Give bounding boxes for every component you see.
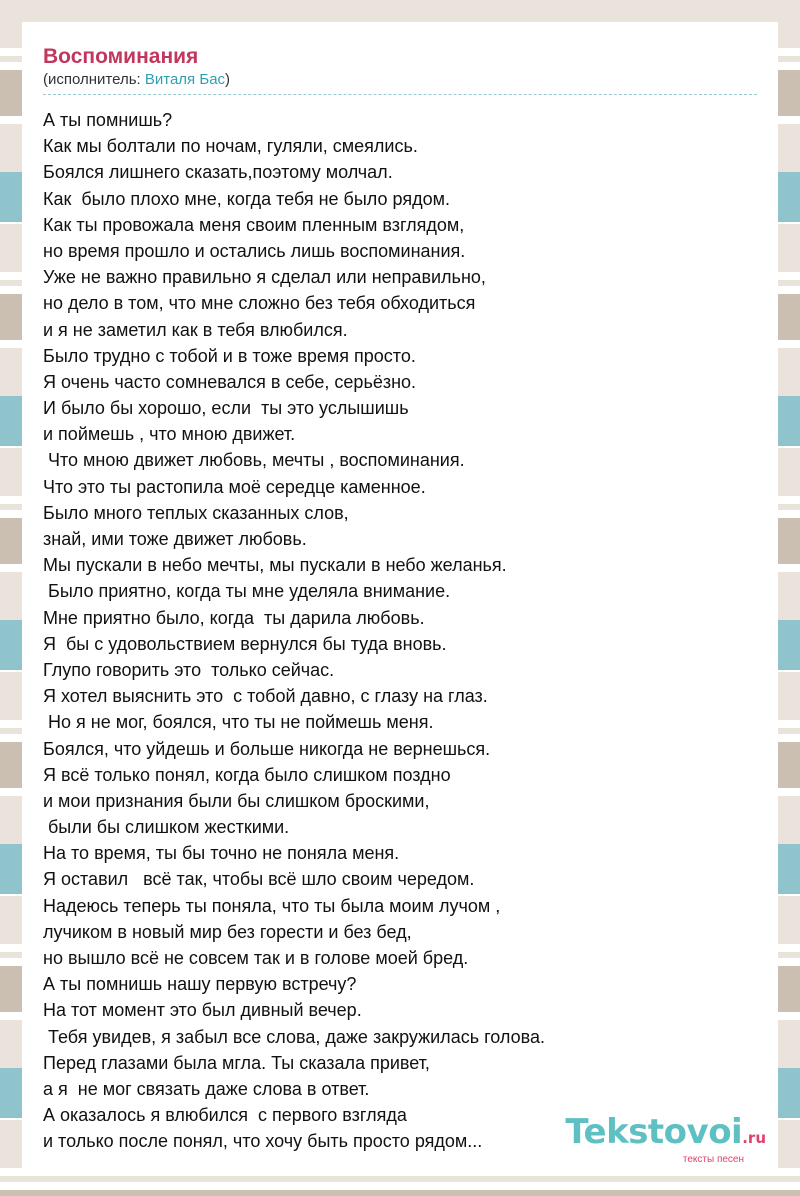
lyric-line: Надеюсь теперь ты поняла, что ты была моим лучом , bbox=[43, 895, 501, 916]
lyric-line: и мои признания были бы слишком броскими, bbox=[43, 790, 430, 811]
lyric-line: Уже не важно правильно я сделал или неправильно, bbox=[43, 267, 486, 288]
lyrics-text bbox=[43, 107, 757, 1155]
lyric-line: лучиком в новый мир без горести и без бед, bbox=[43, 921, 412, 942]
logo-name: Tekstovoi bbox=[565, 1112, 743, 1152]
lyric-line: А оказалось я влюбился с первого взгляда bbox=[43, 1105, 407, 1126]
lyrics-card bbox=[22, 22, 778, 1172]
performer-prefix: (исполнитель: bbox=[43, 71, 145, 88]
lyric-line: Как мы болтали по ночам, гуляли, смеялись. bbox=[43, 136, 418, 157]
lyric-line: и поймешь , что мною движет. bbox=[43, 424, 296, 445]
lyric-line: Я бы с удовольствием вернулся бы туда вновь. bbox=[43, 633, 447, 654]
lyric-line: Было много теплых сказанных слов, bbox=[43, 502, 349, 523]
performer-line bbox=[43, 70, 757, 95]
artist-link[interactable]: Виталя Бас bbox=[144, 71, 226, 88]
lyric-line: Было приятно, когда ты мне уделяла внимание. bbox=[43, 581, 451, 602]
lyric-line: а я не мог связать даже слова в ответ. bbox=[43, 1078, 370, 1099]
lyric-line: А ты помнишь нашу первую встречу? bbox=[43, 974, 357, 995]
lyric-line: Я всё только понял, когда было слишком поздно bbox=[43, 764, 451, 785]
lyric-line: и я не заметил как в тебя влюбился. bbox=[43, 319, 348, 340]
site-logo[interactable] bbox=[565, 1114, 766, 1166]
lyric-line: На тот момент это был дивный вечер. bbox=[43, 1000, 362, 1021]
song-title: Воспоминания bbox=[43, 45, 199, 68]
lyric-line: Было трудно с тобой и в тоже время просто. bbox=[43, 345, 416, 366]
lyric-line: Мы пускали в небо мечты, мы пускали в небо желанья. bbox=[43, 555, 507, 576]
lyric-line: но вышло всё не совсем так и в голове моей бред. bbox=[43, 948, 469, 968]
performer-suffix: ) bbox=[225, 71, 231, 88]
lyric-line: и только после понял, что хочу быть просто рядом... bbox=[43, 1131, 483, 1152]
lyric-line: Как было плохо мне, когда тебя не было рядом. bbox=[43, 188, 450, 209]
lyric-line: Я оставил всё так, чтобы всё шло своим чередом. bbox=[43, 869, 475, 890]
logo-suffix: .ru bbox=[742, 1129, 766, 1147]
logo-tagline: тексты песен bbox=[682, 1154, 744, 1165]
lyric-line: Что это ты растопила моё середце каменное. bbox=[43, 476, 426, 497]
lyric-line: но дело в том, что мне сложно без тебя обходиться bbox=[43, 293, 476, 314]
lyric-line: А ты помнишь? bbox=[43, 110, 173, 130]
lyric-line: но время прошло и остались лишь воспоминания. bbox=[43, 240, 466, 261]
lyric-line: Что мною движет любовь, мечты , воспоминания. bbox=[43, 450, 465, 471]
lyric-line: Глупо говорить это только сейчас. bbox=[43, 659, 335, 680]
lyric-line: Мне приятно было, когда ты дарила любовь. bbox=[43, 607, 425, 628]
lyric-line: Тебя увидев, я забыл все слова, даже закружилась голова. bbox=[43, 1026, 545, 1047]
lyric-line: На то время, ты бы точно не поняла меня. bbox=[43, 843, 400, 864]
lyric-line: Но я не мог, боялся, что ты не поймешь меня. bbox=[43, 712, 434, 733]
lyric-line: Я очень часто сомневался в себе, серьёзно. bbox=[43, 371, 417, 392]
lyric-line: были бы слишком жесткими. bbox=[43, 817, 290, 838]
lyric-line: знай, ими тоже движет любовь. bbox=[43, 529, 307, 549]
lyric-line: Перед глазами была мгла. Ты сказала привет, bbox=[43, 1052, 430, 1073]
lyric-line: Боялся лишнего сказать,поэтому молчал. bbox=[43, 162, 393, 183]
lyric-line: Боялся, что уйдешь и больше никогда не вернешься. bbox=[43, 738, 491, 759]
lyric-line: Как ты провожала меня своим пленным взглядом, bbox=[43, 214, 465, 235]
lyric-line: Я хотел выяснить это с тобой давно, с глазу на глаз. bbox=[43, 686, 488, 707]
lyric-line: И было бы хорошо, если ты это услышишь bbox=[43, 398, 409, 419]
logo-wordmark bbox=[565, 1114, 766, 1156]
